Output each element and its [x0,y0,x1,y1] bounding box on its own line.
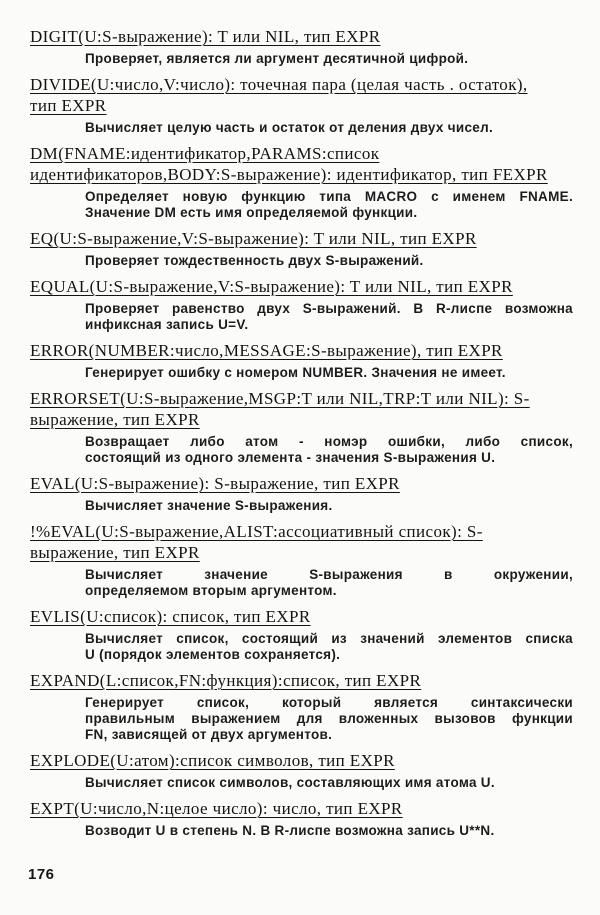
function-signature: EQ(U:S-выражение,V:S-выражение): T или NIL, тип EXPR [30,229,477,248]
function-entry-divide [30,74,574,136]
function-signature: EXPLODE(U:атом):список символов, тип EXPR [30,751,395,770]
function-entry-expand [30,670,574,743]
function-signature: DIVIDE(U:число,V:число): точечная пара (целая часть . остаток), тип EXPR [30,75,528,115]
function-description: Определяет новую функцию типа MACRO с именем FNAME. Значение DM есть имя определяемой функции. [85,189,573,220]
function-entry-explode [30,750,574,791]
function-entry-errorset [30,388,574,466]
function-description: Вычисляет список символов, составляющих имя атома U. [85,775,495,790]
function-signature: !%EVAL(U:S-выражение,ALIST:ассоциативный список): S- выражение, тип EXPR [30,522,483,562]
function-signature: EXPAND(L:список,FN:функция):список, тип EXPR [30,671,422,690]
function-signature: ERROR(NUMBER:число,MESSAGE:S-выражение), тип EXPR [30,341,503,360]
function-entry-eval [30,473,574,514]
function-entry-error [30,340,574,381]
function-entry-pct-eval [30,521,574,599]
function-description: Генерирует ошибку с номером NUMBER. Значения не имеет. [85,365,506,380]
function-description: Вычисляет значение S-выражения в окружении, определяемом вторым аргументом. [85,567,573,598]
function-entry-evlis [30,606,574,663]
function-signature: EQUAL(U:S-выражение,V:S-выражение): T или NIL, тип EXPR [30,277,513,296]
function-signature: DIGIT(U:S-выражение): T или NIL, тип EXPR [30,27,381,46]
function-description: Проверяет тождественность двух S-выражений. [85,253,424,268]
function-description: Проверяет равенство двух S-выражений. В R-лиспе возможна инфиксная запись U=V. [85,301,573,332]
function-entry-dm [30,143,574,221]
function-signature: EVAL(U:S-выражение): S-выражение, тип EXPR [30,474,400,493]
function-signature: EVLIS(U:список): список, тип EXPR [30,607,311,626]
function-entry-eq [30,228,574,269]
function-description: Возвращает либо атом - номэр ошибки, либо список, состоящий из одного элемента - значения S-выражения U. [85,434,573,465]
function-description: Проверяет, является ли аргумент десятичной цифрой. [85,51,469,66]
function-signature: ERRORSET(U:S-выражение,MSGP:T или NIL,TRP:T или NIL): S- выражение, тип EXPR [30,389,530,429]
function-description: Генерирует список, который является синтаксически правильным выражением для вложенных вызовов функции FN, зависящей от двух аргументов. [85,695,573,742]
function-signature: DM(FNAME:идентификатор,PARAMS:список идентификаторов,BODY:S-выражение): идентификатор, тип FEXPR [30,144,548,184]
function-description: Возводит U в степень N. В R-лиспе возможна запись U**N. [85,823,495,838]
function-description: Вычисляет значение S-выражения. [85,498,333,513]
function-signature: EXPT(U:число,N:целое число): число, тип EXPR [30,799,403,818]
function-entry-digit [30,26,574,67]
page-number: 176 [28,866,55,883]
function-description: Вычисляет целую часть и остаток от деления двух чисел. [85,120,493,135]
function-description: Вычисляет список, состоящий из значений элементов списка U (порядок элементов сохраняется). [85,631,573,662]
function-entry-expt [30,798,574,839]
function-entry-equal [30,276,574,333]
